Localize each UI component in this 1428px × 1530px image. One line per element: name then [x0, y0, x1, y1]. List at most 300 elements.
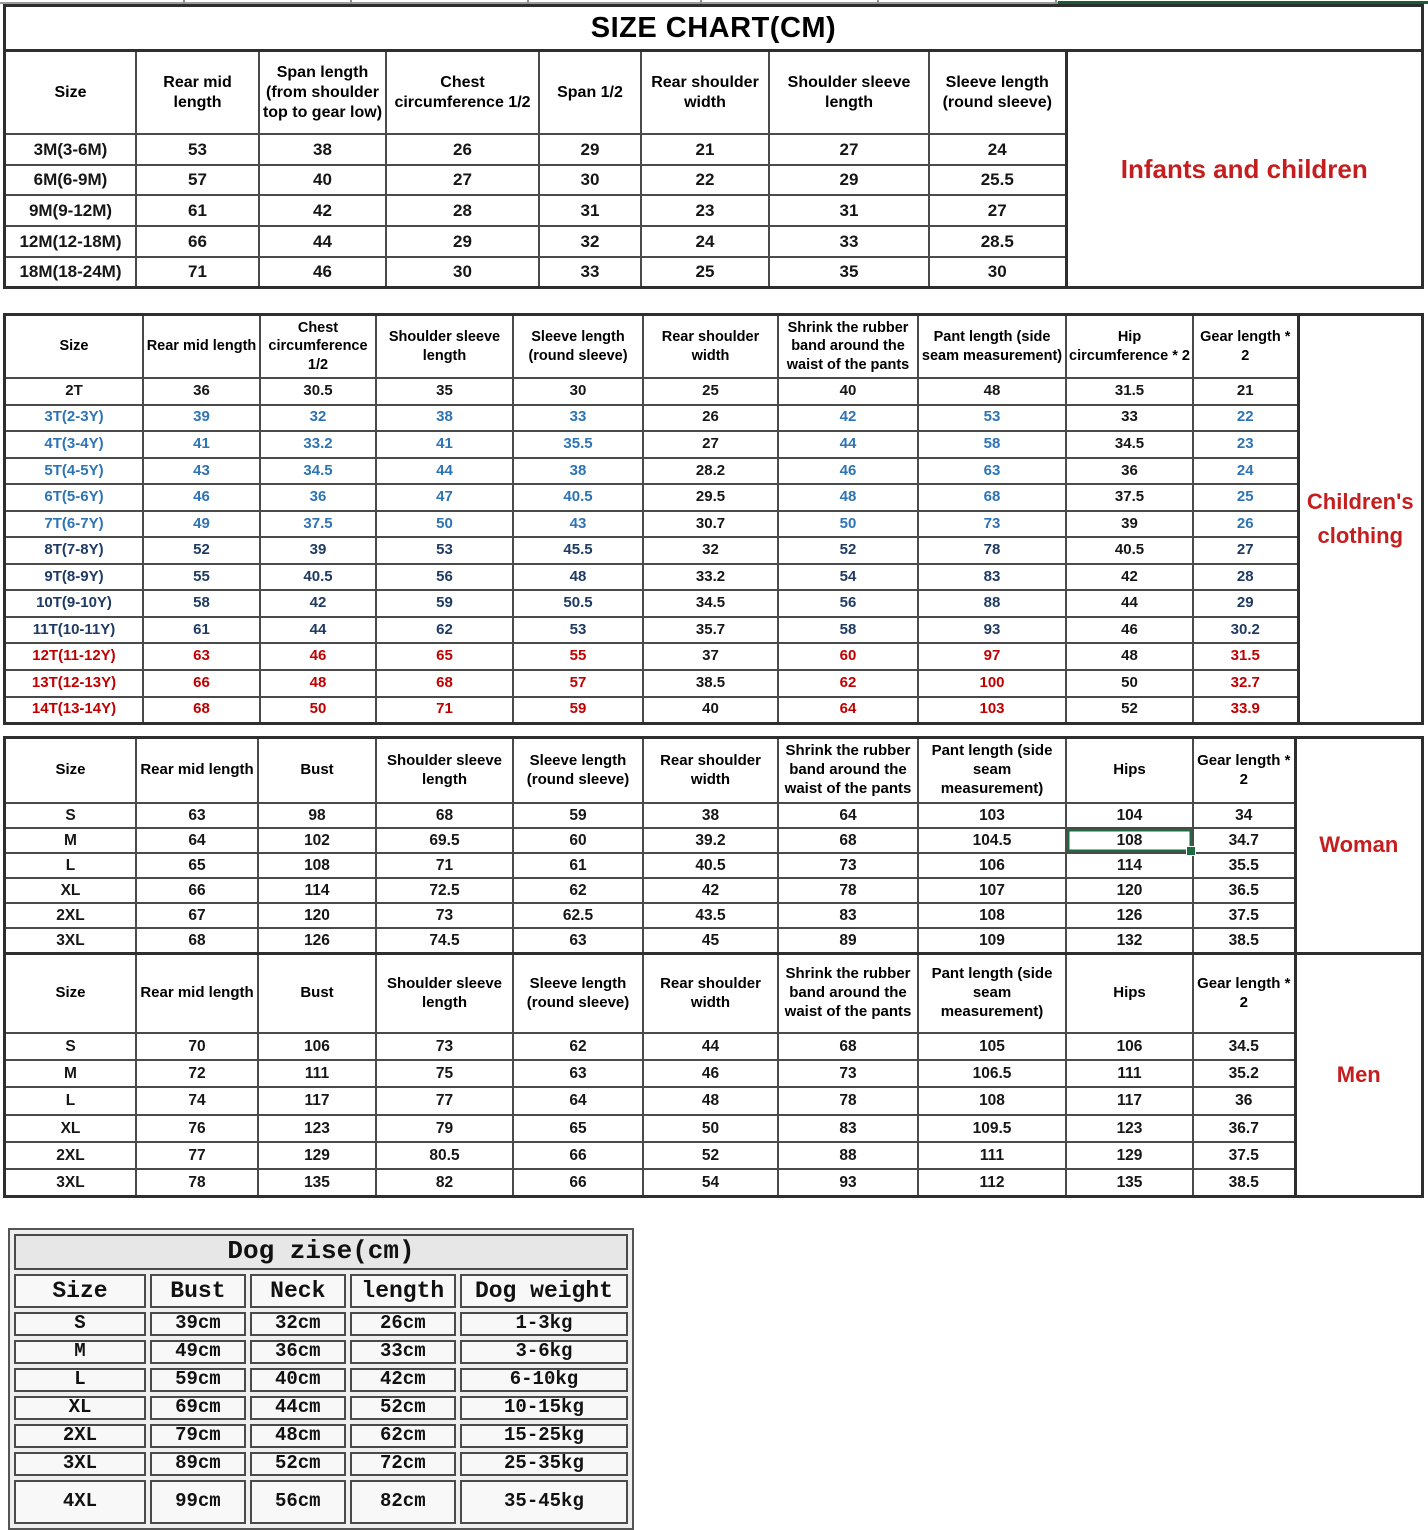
- cell-value: 47: [376, 484, 513, 511]
- table-row: [6, 405, 1298, 432]
- cell-value: 93: [778, 1169, 918, 1195]
- cell-value: 88: [918, 590, 1066, 617]
- cell-value: 50: [1066, 670, 1193, 697]
- cell-value: 64: [513, 1087, 643, 1114]
- cell-value: 3-6kg: [460, 1340, 628, 1364]
- cell-value: 72.5: [376, 878, 513, 903]
- cell-value: 31.5: [1193, 643, 1298, 670]
- cell-value: 26: [643, 405, 778, 432]
- cell-value: 29: [386, 226, 539, 257]
- cell-value: 100: [918, 670, 1066, 697]
- cell-value: 126: [258, 928, 376, 952]
- cell-value: 64: [136, 828, 258, 853]
- cell-value: 29: [539, 134, 641, 165]
- cell-value: 54: [778, 564, 918, 591]
- column-header: Rear shoulder width: [641, 52, 769, 134]
- table-row: [14, 1396, 628, 1420]
- cell-value: 79cm: [150, 1424, 246, 1448]
- cell-value: 46: [643, 1060, 778, 1087]
- cell-value: 93: [918, 617, 1066, 644]
- cell-value: 109: [918, 928, 1066, 952]
- cell-value: 63: [136, 803, 258, 828]
- dog-size-section: [8, 1228, 634, 1512]
- cell-value: 59cm: [150, 1368, 246, 1392]
- row-size-label: XL: [14, 1396, 146, 1420]
- cell-value: 30: [513, 378, 643, 405]
- row-size-label: M: [14, 1340, 146, 1364]
- cell-value: 63: [513, 928, 643, 952]
- column-header: Size: [14, 1274, 146, 1308]
- table-row: [6, 803, 1295, 828]
- cell-value: 103: [918, 697, 1066, 722]
- cell-value: 57: [513, 670, 643, 697]
- column-header: Sleeve length (round sleeve): [513, 316, 643, 378]
- cell-value: 45: [643, 928, 778, 952]
- table-row: [6, 853, 1295, 878]
- cell-value: 106.5: [918, 1060, 1066, 1087]
- cell-value: 37.5: [1066, 484, 1193, 511]
- cell-value: 50: [778, 511, 918, 538]
- cell-value: 29: [769, 165, 929, 196]
- cell-value: 52: [143, 537, 260, 564]
- row-size-label: 10T(9-10Y): [6, 590, 143, 617]
- table-row: [6, 431, 1298, 458]
- cell-value: 32: [643, 537, 778, 564]
- cell-value: 40: [643, 697, 778, 722]
- cell-value: 27: [386, 165, 539, 196]
- column-header: Hips: [1066, 955, 1193, 1033]
- cell-value: 104: [1066, 803, 1193, 828]
- cell-value: 24: [641, 226, 769, 257]
- cell-value: 33: [539, 257, 641, 286]
- column-header: Size: [6, 316, 143, 378]
- cell-value: 129: [1066, 1142, 1193, 1169]
- column-header: Bust: [258, 739, 376, 803]
- table-row: [6, 195, 1066, 226]
- cell-value: 75: [376, 1060, 513, 1087]
- cell-value: 129: [258, 1142, 376, 1169]
- row-size-label: M: [6, 1060, 136, 1087]
- section-infants: [3, 4, 1424, 289]
- cell-value: 50.5: [513, 590, 643, 617]
- cell-value: 48: [513, 564, 643, 591]
- cell-value: 36: [1193, 1087, 1295, 1114]
- cell-value: 25.5: [929, 165, 1066, 196]
- column-header: Gear length * 2: [1193, 316, 1298, 378]
- row-size-label: M: [6, 828, 136, 853]
- cell-value: 48: [260, 670, 376, 697]
- cell-value: 25: [641, 257, 769, 286]
- cell-value: 53: [136, 134, 259, 165]
- cell-value: 98: [258, 803, 376, 828]
- header-row: [6, 52, 1066, 134]
- cell-value: 78: [136, 1169, 258, 1195]
- row-size-label: XL: [6, 878, 136, 903]
- header-row: [6, 739, 1295, 803]
- cell-value: 23: [641, 195, 769, 226]
- cell-value: 67: [136, 903, 258, 928]
- cell-value: 39: [260, 537, 376, 564]
- column-header: Gear length * 2: [1193, 739, 1295, 803]
- cell-value: 73: [376, 1033, 513, 1060]
- cell-value: 30: [539, 165, 641, 196]
- cell-value: 33.9: [1193, 697, 1298, 722]
- cell-value: 22: [641, 165, 769, 196]
- cell-value: 77: [136, 1142, 258, 1169]
- cell-value: 132: [1066, 928, 1193, 952]
- cell-value: 37: [643, 643, 778, 670]
- table-row: [6, 537, 1298, 564]
- cell-value: 78: [778, 878, 918, 903]
- cell-value: 78: [918, 537, 1066, 564]
- column-header: Dog weight: [460, 1274, 628, 1308]
- cell-value: 44cm: [250, 1396, 346, 1420]
- cell-value: 38: [513, 458, 643, 485]
- row-size-label: 3XL: [6, 1169, 136, 1195]
- cell-value: 33: [513, 405, 643, 432]
- row-size-label: 7T(6-7Y): [6, 511, 143, 538]
- column-header: Shoulder sleeve length: [376, 955, 513, 1033]
- cell-value: 41: [376, 431, 513, 458]
- cell-value: 105: [918, 1033, 1066, 1060]
- dog-size-table: [8, 1228, 634, 1530]
- table-row: [14, 1452, 628, 1476]
- table-row: [6, 1142, 1295, 1169]
- cell-value: 36cm: [250, 1340, 346, 1364]
- cell-value: 135: [258, 1169, 376, 1195]
- cell-value: 44: [778, 431, 918, 458]
- woman-size-table: [6, 739, 1297, 952]
- cell-value: 44: [260, 617, 376, 644]
- table-row: [6, 1060, 1295, 1087]
- cell-value: 27: [769, 134, 929, 165]
- table-row: [6, 643, 1298, 670]
- cell-value: 39.2: [643, 828, 778, 853]
- cell-value: 135: [1066, 1169, 1193, 1195]
- cell-value: 64: [778, 697, 918, 722]
- column-header: Pant length (side seam measurement): [918, 316, 1066, 378]
- cell-value: 39: [1066, 511, 1193, 538]
- cell-value: 23: [1193, 431, 1298, 458]
- row-size-label: S: [6, 1033, 136, 1060]
- cell-value: 111: [258, 1060, 376, 1087]
- table-row: [6, 226, 1066, 257]
- row-size-label: 2XL: [6, 1142, 136, 1169]
- cell-value: 58: [143, 590, 260, 617]
- cell-value: 65: [376, 643, 513, 670]
- cell-value: 74: [136, 1087, 258, 1114]
- cell-value: 33: [769, 226, 929, 257]
- row-size-label: 9M(9-12M): [6, 195, 136, 226]
- cell-value: 33.2: [260, 431, 376, 458]
- header-row: [14, 1274, 628, 1308]
- table-row: [6, 1087, 1295, 1114]
- cell-value: 43.5: [643, 903, 778, 928]
- cell-value: 99cm: [150, 1480, 246, 1524]
- cell-value: 26: [386, 134, 539, 165]
- cell-value: 55: [143, 564, 260, 591]
- cell-value: 52cm: [350, 1396, 456, 1420]
- table-row: [14, 1312, 628, 1336]
- column-header: Chest circumference 1/2: [386, 52, 539, 134]
- cell-value: 62.5: [513, 903, 643, 928]
- cell-value: 29: [1193, 590, 1298, 617]
- row-size-label: 3T(2-3Y): [6, 405, 143, 432]
- header-row: [6, 955, 1295, 1033]
- cell-value: 71: [136, 257, 259, 286]
- cell-value: 62: [376, 617, 513, 644]
- cell-value: 48: [643, 1087, 778, 1114]
- cell-value: 66: [513, 1169, 643, 1195]
- cell-value: 33: [1066, 405, 1193, 432]
- table-row: [6, 564, 1298, 591]
- cell-value: 126: [1066, 903, 1193, 928]
- column-header: Neck: [250, 1274, 346, 1308]
- cell-value: 38.5: [643, 670, 778, 697]
- column-header: Rear mid length: [143, 316, 260, 378]
- cell-value: 40.5: [260, 564, 376, 591]
- cell-value: 111: [1066, 1060, 1193, 1087]
- column-header: Size: [6, 739, 136, 803]
- cell-value: 29.5: [643, 484, 778, 511]
- row-size-label: S: [14, 1312, 146, 1336]
- section-woman: [3, 736, 1424, 955]
- cell-value: 30: [929, 257, 1066, 286]
- column-header: Rear shoulder width: [643, 955, 778, 1033]
- cell-value: 30.7: [643, 511, 778, 538]
- cell-value: 40.5: [513, 484, 643, 511]
- cell-value: 37.5: [1193, 1142, 1295, 1169]
- cell-value: 25: [1193, 484, 1298, 511]
- cell-value: 89: [778, 928, 918, 952]
- cell-value: 42cm: [350, 1368, 456, 1392]
- column-header: Sleeve length (round sleeve): [513, 955, 643, 1033]
- cell-value: 30.2: [1193, 617, 1298, 644]
- cell-value: 50: [260, 697, 376, 722]
- cell-value: 46: [143, 484, 260, 511]
- cell-value: 40: [259, 165, 386, 196]
- column-header: Sleeve length (round sleeve): [513, 739, 643, 803]
- cell-value: 83: [918, 564, 1066, 591]
- cell-value: 88: [778, 1142, 918, 1169]
- row-size-label: 4XL: [14, 1480, 146, 1524]
- row-size-label: 9T(8-9Y): [6, 564, 143, 591]
- cell-value: 56cm: [250, 1480, 346, 1524]
- cell-value: 89cm: [150, 1452, 246, 1476]
- cell-value: 73: [778, 853, 918, 878]
- cell-value: 32.7: [1193, 670, 1298, 697]
- cell-value: 42: [260, 590, 376, 617]
- cell-value: 39: [143, 405, 260, 432]
- dog-table-title: Dog zise(cm): [14, 1234, 628, 1270]
- cell-value: 46: [1066, 617, 1193, 644]
- table-row: [6, 903, 1295, 928]
- cell-value: 15-25kg: [460, 1424, 628, 1448]
- column-header: Shoulder sleeve length: [376, 739, 513, 803]
- table-row: [6, 1115, 1295, 1142]
- cell-value: 61: [136, 195, 259, 226]
- table-row: [14, 1368, 628, 1392]
- cell-value: 58: [918, 431, 1066, 458]
- cell-value: 57: [136, 165, 259, 196]
- cell-value: 63: [143, 643, 260, 670]
- cell-value: 53: [513, 617, 643, 644]
- cell-value: 28: [1193, 564, 1298, 591]
- cell-value: 44: [643, 1033, 778, 1060]
- infants-label: Infants and children: [1120, 153, 1368, 184]
- cell-value: 55: [513, 643, 643, 670]
- cell-value: 37.5: [260, 511, 376, 538]
- table-row: [6, 484, 1298, 511]
- cell-value: 26cm: [350, 1312, 456, 1336]
- cell-value: 73: [778, 1060, 918, 1087]
- cell-value: 35: [769, 257, 929, 286]
- cell-value: 44: [1066, 590, 1193, 617]
- cell-value: 40.5: [1066, 537, 1193, 564]
- cell-value: 109.5: [918, 1115, 1066, 1142]
- row-size-label: 3M(3-6M): [6, 134, 136, 165]
- selected-cell: 108: [1066, 828, 1193, 853]
- cell-value: 63: [513, 1060, 643, 1087]
- cell-value: 45.5: [513, 537, 643, 564]
- cell-value: 31: [539, 195, 641, 226]
- row-size-label: 12M(12-18M): [6, 226, 136, 257]
- column-header: Shrink the rubber band around the waist of the pants: [778, 316, 918, 378]
- cell-value: 46: [260, 643, 376, 670]
- row-size-label: 5T(4-5Y): [6, 458, 143, 485]
- cell-value: 40: [778, 378, 918, 405]
- cell-value: 41: [143, 431, 260, 458]
- row-size-label: 8T(7-8Y): [6, 537, 143, 564]
- table-row: [6, 378, 1298, 405]
- cell-value: 36.7: [1193, 1115, 1295, 1142]
- cell-value: 64: [778, 803, 918, 828]
- header-row: [6, 316, 1298, 378]
- cell-value: 120: [1066, 878, 1193, 903]
- cell-value: 97: [918, 643, 1066, 670]
- cell-value: 117: [258, 1087, 376, 1114]
- cell-value: 72: [136, 1060, 258, 1087]
- cell-value: 66: [136, 226, 259, 257]
- row-size-label: 6T(5-6Y): [6, 484, 143, 511]
- cell-value: 21: [1193, 378, 1298, 405]
- cell-value: 106: [258, 1033, 376, 1060]
- cell-value: 108: [258, 853, 376, 878]
- row-size-label: 18M(18-24M): [6, 257, 136, 286]
- column-header: Pant length (side seam measurement): [918, 955, 1066, 1033]
- row-size-label: 3XL: [6, 928, 136, 952]
- row-size-label: 2T: [6, 378, 143, 405]
- table-row: [6, 590, 1298, 617]
- cell-value: 68: [143, 697, 260, 722]
- cell-value: 68: [376, 803, 513, 828]
- row-size-label: 6M(6-9M): [6, 165, 136, 196]
- cell-value: 111: [918, 1142, 1066, 1169]
- cell-value: 106: [1066, 1033, 1193, 1060]
- cell-value: 112: [918, 1169, 1066, 1195]
- column-header: Rear mid length: [136, 739, 258, 803]
- cell-value: 10-15kg: [460, 1396, 628, 1420]
- cell-value: 34.5: [1066, 431, 1193, 458]
- cell-value: 46: [259, 257, 386, 286]
- column-header: Shrink the rubber band around the waist of the pants: [778, 955, 918, 1033]
- cell-value: 58: [778, 617, 918, 644]
- table-row: [6, 878, 1295, 903]
- cell-value: 35: [376, 378, 513, 405]
- cell-value: 30.5: [260, 378, 376, 405]
- cell-value: 73: [376, 903, 513, 928]
- dog-title-row: [14, 1234, 628, 1270]
- cell-value: 68: [136, 928, 258, 952]
- cell-value: 71: [376, 853, 513, 878]
- cell-value: 52: [778, 537, 918, 564]
- cell-value: 59: [513, 803, 643, 828]
- cell-value: 39cm: [150, 1312, 246, 1336]
- cell-value: 48cm: [250, 1424, 346, 1448]
- cell-value: 77: [376, 1087, 513, 1114]
- table-row: [6, 697, 1298, 722]
- cell-value: 59: [376, 590, 513, 617]
- cell-value: 103: [918, 803, 1066, 828]
- cell-value: 32: [260, 405, 376, 432]
- cell-value: 25: [643, 378, 778, 405]
- cell-value: 68: [918, 484, 1066, 511]
- column-header: Sleeve length (round sleeve): [929, 52, 1066, 134]
- cell-value: 48: [1066, 643, 1193, 670]
- table-row: [6, 1033, 1295, 1060]
- cell-value: 65: [136, 853, 258, 878]
- infants-size-table: [6, 52, 1068, 286]
- cell-value: 56: [376, 564, 513, 591]
- cell-value: 49cm: [150, 1340, 246, 1364]
- cell-value: 68: [778, 1033, 918, 1060]
- cell-value: 62: [778, 670, 918, 697]
- table-row: [6, 165, 1066, 196]
- cell-value: 74.5: [376, 928, 513, 952]
- cell-value: 108: [918, 903, 1066, 928]
- table-row: [6, 1169, 1295, 1195]
- cell-value: 62: [513, 878, 643, 903]
- cell-value: 34.7: [1193, 828, 1295, 853]
- cell-value: 25-35kg: [460, 1452, 628, 1476]
- cell-value: 38: [643, 803, 778, 828]
- cell-value: 56: [778, 590, 918, 617]
- cell-value: 37.5: [1193, 903, 1295, 928]
- cell-value: 26: [1193, 511, 1298, 538]
- cell-value: 35.2: [1193, 1060, 1295, 1087]
- cell-value: 114: [258, 878, 376, 903]
- men-label: Men: [1336, 1061, 1381, 1087]
- cell-value: 22: [1193, 405, 1298, 432]
- column-header: Shrink the rubber band around the waist of the pants: [778, 739, 918, 803]
- cell-value: 61: [143, 617, 260, 644]
- column-header: Rear shoulder width: [643, 316, 778, 378]
- table-row: [6, 257, 1066, 286]
- men-size-table: [6, 955, 1297, 1195]
- cell-value: 28.5: [929, 226, 1066, 257]
- cell-value: 71: [376, 697, 513, 722]
- cell-value: 69.5: [376, 828, 513, 853]
- cell-value: 42: [259, 195, 386, 226]
- table-row: [6, 928, 1295, 952]
- cell-value: 27: [643, 431, 778, 458]
- cell-value: 83: [778, 1115, 918, 1142]
- cell-value: 6-10kg: [460, 1368, 628, 1392]
- cell-value: 40.5: [643, 853, 778, 878]
- table-row: [6, 617, 1298, 644]
- cell-value: 48: [918, 378, 1066, 405]
- table-row: [14, 1480, 628, 1524]
